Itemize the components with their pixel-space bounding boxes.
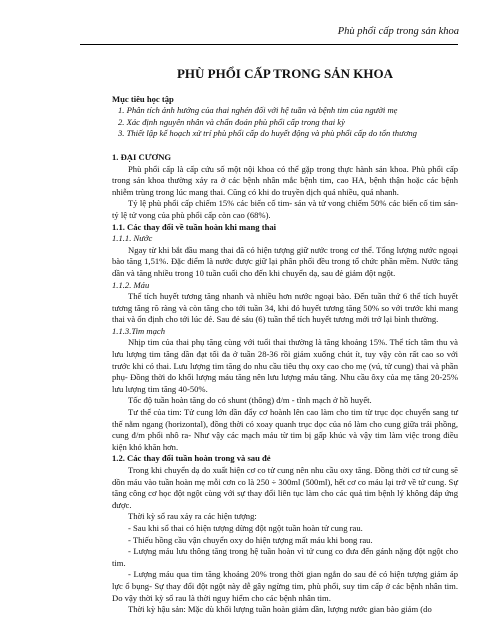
bullet-item: - Lượng máu lưu thông tăng trong hệ tuần hoàn vì tử cung co đưa đến gánh nặng đột ngột cho tim.: [112, 546, 458, 568]
header-rule: [80, 44, 458, 45]
paragraph: Tư thế của tim: Tử cung lớn dần đẩy cơ hoành lên cao làm cho tim từ trục dọc chuyển sang tư thế nằm ngang (horizontal), đồng thời có xoay quanh trục dọc của nó làm cho cung giữa trái phồng, cung đ/m phổi nhô ra- Như vậy các mạch máu từ tim bị gấp khúc và vậy tim làm việc trong điều kiện khó khăn hơn.: [112, 407, 458, 452]
bullet-item: - Sau khi sổ thai có hiện tượng dừng đột ngột tuần hoàn tử cung rau.: [128, 522, 363, 533]
objective-item: 2. Xác định nguyên nhân và chẩn đoán phù phổi cấp trong thai kỳ: [118, 116, 345, 127]
objective-item: 3. Thiết lập kế hoạch xử trí phù phổi cấp do huyết động và phù phổi cấp do tổn thương: [118, 128, 417, 139]
bullet-item: - Thiếu hồng cầu vận chuyển oxy do hiện tượng mất máu khi bong rau.: [128, 534, 373, 545]
page-title: PHÙ PHỔI CẤP TRONG SẢN KHOA: [176, 66, 394, 81]
paragraph: Tỷ lệ phù phổi cấp chiếm 15% các biến cố tim- sản và tử vong chiếm 50% các biến cố tim sản- tỷ lệ tử vong của phù phổi cấp còn cao (68%).: [112, 198, 458, 220]
paragraph: Thời kỳ sổ rau xảy ra các hiện tượng:: [128, 511, 257, 522]
running-header: Phù phổi cấp trong sản khoa: [337, 26, 459, 37]
subsubsection-heading: 1.1.3.Tim mạch: [112, 325, 165, 336]
subsection-heading: 1.1. Các thay đổi về tuần hoàn khi mang thai: [112, 221, 277, 232]
bullet-item: - Lượng máu qua tim tăng khoảng 20% trong thời gian ngắn do sau đẻ có hiện tượng giảm áp lực ổ bụng- Sự thay đổi đột ngột này dễ gây ngừng tim, phù phổi, suy tim cấp ở các bệnh nhân tim. Do vậy thời kỳ sổ rau là thời nguy hiểm cho các bệnh nhân tim.: [112, 569, 458, 603]
subsubsection-heading: 1.1.2. Máu: [112, 279, 150, 290]
subsubsection-heading: 1.1.1. Nước: [112, 233, 153, 244]
paragraph: Phù phổi cấp là cấp cứu số một nội khoa có thể gặp trong thực hành sản khoa. Phù phổi cấp trong sản khoa thường xảy ra ở các bệnh nhân mắc bệnh tim, cao HA, bệnh thận hoặc các bệnh nhiễm trùng trong lúc mang thai. Cũng có khi do truyền dịch quá nhiều, quá nhanh.: [112, 163, 458, 197]
objectives-heading: Mục tiêu học tập: [112, 93, 174, 104]
paragraph: Ngay từ khi bắt đầu mang thai đã có hiện tượng giữ nước trong cơ thể. Tổng lượng nước ngoại bào tăng 1,51%. Đặc điểm là nước được giữ lại phân phối đều trong tổ chức phần mềm. Nước tăng dần và tăng nhiều trong 10 tuần cuối cho đến khi chuyển dạ, sau đẻ giảm đột ngột.: [112, 244, 458, 278]
paragraph: Trong khi chuyển dạ do xuất hiện cơ co tử cung nên nhu cầu oxy tăng. Đồng thời cơ tử cung sẽ dồn máu vào tuần hoàn mẹ mỗi cơn co là 250 ÷ 300ml (500ml), hết cơ co máu lại trở về tử cung. Sự tăng công cơ học đột ngột cùng với sự thay đổi liên tục làm cho các quả tim bệnh lý không đáp ứng được.: [112, 465, 458, 510]
paragraph: Tốc độ tuần hoàn tăng do có shunt (thông) đ/m - tĩnh mạch ở hồ huyết.: [128, 395, 372, 406]
paragraph: Nhịp tim của thai phụ tăng cùng với tuổi thai thường là tăng khoảng 15%. Thể tích tâm thu và lưu lượng tim tăng dần đạt tối đa ở tuần 28-36 rồi giảm xuống chút ít, tuy vậy còn rất cao so với trước khi có thai. Lưu lượng tim tăng do nhu cầu tiêu thụ oxy cao cho mẹ (vú, tử cung) thai và phần phụ- Đồng thời do khối lượng máu tăng nên lưu lượng máu tăng. Nhu cầu ôxy của mẹ tăng 20-25% lưu lượng tim tăng 40-50%.: [112, 337, 458, 394]
objective-item: 1. Phân tích ảnh hưởng của thai nghén đối với hệ tuần và bệnh tim của người mẹ: [118, 105, 398, 116]
subsection-heading: 1.2. Các thay đổi tuần hoàn trong và sau đẻ: [112, 453, 271, 464]
paragraph: Thể tích huyết tương tăng nhanh và nhiều hơn nước ngoại bào. Đến tuần thứ 6 thể tích huyết tương tăng rõ ràng và còn tăng cho tới tuần 34, khi đó huyết tương tăng 50% so với trước khi mang thai và ổn định cho tới lúc đẻ. Sau đẻ sáu (6) tuần thể tích huyết tương mới trở lại bình thường.: [112, 291, 458, 325]
section-heading: 1. ĐẠI CƯƠNG: [112, 151, 172, 162]
paragraph: Thời kỳ hậu sản: Mặc dù khối lượng tuần hoàn giảm dần, lượng nước gian bào giảm (do: [128, 604, 432, 615]
document-body: [112, 68, 458, 616]
